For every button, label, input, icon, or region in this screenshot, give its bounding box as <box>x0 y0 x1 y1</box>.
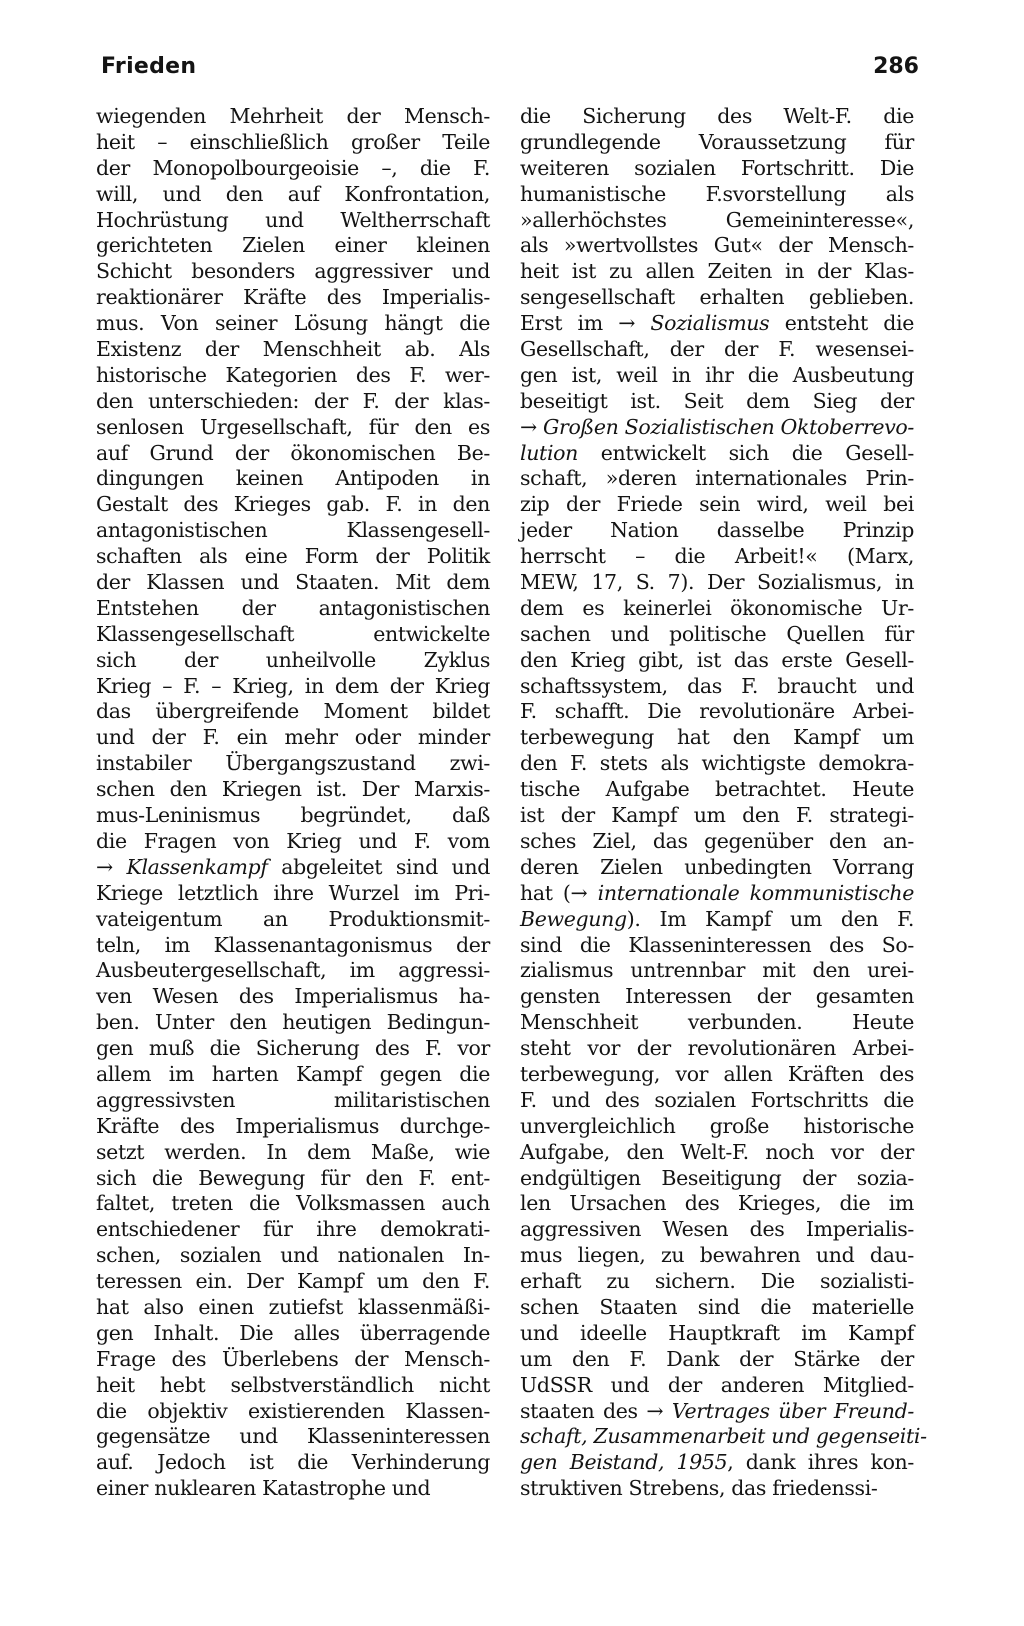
line-text: faltet, treten die Volksmassen auch <box>96 1191 490 1216</box>
text-line <box>520 933 914 959</box>
cross-reference-text: internationale kommunistische <box>597 880 914 905</box>
line-text: aggressiven Wesen des Imperialis- <box>520 1217 914 1242</box>
text-line <box>520 1088 914 1114</box>
text-line <box>520 389 914 415</box>
line-text: mus. Von seiner Lösung hängt die <box>96 311 490 336</box>
text-line <box>96 674 490 700</box>
line-text: schaftssystem, das F. braucht und <box>520 673 914 698</box>
text-line <box>96 1424 490 1450</box>
text-line <box>96 984 490 1010</box>
text-line <box>96 570 490 596</box>
line-text: F. schafft. Die revolutionäre Arbei- <box>520 699 914 724</box>
text-line <box>96 337 490 363</box>
line-text: deren Zielen unbedingten Vorrang <box>520 854 914 879</box>
line-text: heit – einschließlich großer Teile <box>96 129 490 154</box>
line-text: sengesellschaft erhalten geblieben. <box>520 285 914 310</box>
line-text: staaten des → <box>520 1398 672 1423</box>
text-line <box>96 1217 490 1243</box>
line-text: als »wertvollstes Gut« der Mensch- <box>520 233 914 258</box>
text-line <box>96 466 490 492</box>
line-text: mus-Leninismus begründet, daß <box>96 803 490 828</box>
line-text: instabiler Übergangszustand zwi- <box>96 751 490 776</box>
text-line <box>96 1062 490 1088</box>
text-line <box>520 777 914 803</box>
page-header <box>0 52 1024 92</box>
text-line <box>520 1399 914 1425</box>
text-line <box>520 544 914 570</box>
line-text: Hochrüstung und Weltherrschaft <box>96 207 490 232</box>
text-line <box>520 1036 914 1062</box>
text-line <box>520 1243 914 1269</box>
text-line <box>520 130 914 156</box>
text-line <box>96 1036 490 1062</box>
text-line <box>520 492 914 518</box>
text-line <box>520 337 914 363</box>
cross-reference-text: Großen Sozialistischen Oktoberrevo- <box>543 414 914 439</box>
line-text: Klassengesellschaft entwickelte <box>96 621 490 646</box>
line-text: Gesellschaft, der der F. wesensei- <box>520 337 914 362</box>
text-line <box>520 958 914 984</box>
text-line <box>96 1321 490 1347</box>
text-line <box>520 363 914 389</box>
line-text: und der F. ein mehr oder minder <box>96 725 490 750</box>
line-text: struktiven Strebens, das friedenssi- <box>520 1476 878 1501</box>
line-text: schen, sozialen und nationalen In- <box>96 1243 490 1268</box>
text-line <box>520 1114 914 1140</box>
line-text: F. und des sozialen Fortschritts die <box>520 1087 914 1112</box>
text-line <box>96 1399 490 1425</box>
text-line <box>96 208 490 234</box>
line-text: senlosen Urgesellschaft, für den es <box>96 414 490 439</box>
line-text: → <box>96 854 127 879</box>
text-line <box>520 1191 914 1217</box>
cross-reference-text: gen Beistand, 1955 <box>520 1450 728 1475</box>
line-text: Existenz der Menschheit ab. Als <box>96 337 490 362</box>
text-line <box>96 699 490 725</box>
line-text: zip der Friede sein wird, weil bei <box>520 492 914 517</box>
text-line <box>520 156 914 182</box>
text-line <box>520 855 914 881</box>
text-line <box>96 958 490 984</box>
line-text: auf Grund der ökonomischen Be- <box>96 440 490 465</box>
line-text: humanistische F.svorstellung als <box>520 181 914 206</box>
line-text: Krieg – F. – Krieg, in dem der Krieg <box>96 673 490 698</box>
line-text: Kräfte des Imperialismus durchge- <box>96 1113 490 1138</box>
page-number: 286 <box>873 54 919 79</box>
text-line <box>96 441 490 467</box>
line-text: der Klassen und Staaten. Mit dem <box>96 570 490 595</box>
line-text: gegensätze und Klasseninteressen <box>96 1424 490 1449</box>
line-text: schen Staaten sind die materielle <box>520 1294 914 1319</box>
line-text: teressen ein. Der Kampf um den F. <box>96 1269 490 1294</box>
text-line <box>520 829 914 855</box>
line-text: den unterschieden: der F. der klas- <box>96 388 490 413</box>
line-text: herrscht – die Arbeit!« (Marx, <box>520 544 914 569</box>
cross-reference-text: lution <box>520 440 578 465</box>
line-text: zialismus untrennbar mit den urei- <box>520 958 914 983</box>
line-text: jeder Nation dasselbe Prinzip <box>520 518 914 543</box>
line-text: Aufgabe, den Welt-F. noch vor der <box>520 1139 914 1164</box>
text-line <box>96 1140 490 1166</box>
cross-reference-text: Klassenkampf <box>126 854 268 879</box>
line-text: historische Kategorien des F. wer- <box>96 362 490 387</box>
line-text: schaft, »deren internationales Prin- <box>520 466 914 491</box>
text-line <box>96 1295 490 1321</box>
text-line <box>520 285 914 311</box>
text-line <box>520 259 914 285</box>
line-text: die objektiv existierenden Klassen- <box>96 1398 490 1423</box>
line-text: das übergreifende Moment bildet <box>96 699 490 724</box>
left-text-column <box>96 104 490 1502</box>
line-text: sind die Klasseninteressen des So- <box>520 932 914 957</box>
text-line <box>96 182 490 208</box>
line-text: will, und den auf Konfrontation, <box>96 181 490 206</box>
text-line <box>96 725 490 751</box>
text-line <box>520 1140 914 1166</box>
text-line <box>520 751 914 777</box>
text-line <box>96 622 490 648</box>
text-line <box>96 311 490 337</box>
cross-reference-text: Bewegung <box>520 906 627 931</box>
line-text: den Krieg gibt, ist das erste Gesell- <box>520 647 914 672</box>
cross-reference-text: Sozialismus <box>650 311 770 336</box>
line-text: gensten Interessen der gesamten <box>520 984 914 1009</box>
text-line <box>96 1476 490 1502</box>
text-line <box>520 881 914 907</box>
line-text: → <box>520 414 544 439</box>
text-line <box>96 933 490 959</box>
text-line <box>520 1062 914 1088</box>
text-line <box>520 1166 914 1192</box>
text-line <box>520 1373 914 1399</box>
line-text: UdSSR und der anderen Mitglied- <box>520 1372 914 1397</box>
text-line <box>96 1269 490 1295</box>
text-line <box>96 1088 490 1114</box>
text-line <box>96 1191 490 1217</box>
line-text: mus liegen, zu bewahren und dau- <box>520 1243 914 1268</box>
text-line <box>96 1347 490 1373</box>
line-text: aggressivsten militaristischen <box>96 1087 490 1112</box>
text-line <box>520 1476 914 1502</box>
text-line <box>96 363 490 389</box>
text-line <box>520 570 914 596</box>
line-text: gen Inhalt. Die alles überragende <box>96 1320 490 1345</box>
text-line <box>96 881 490 907</box>
line-text: um den F. Dank der Stärke der <box>520 1346 914 1371</box>
line-text: »allerhöchstes Gemeininteresse«, <box>520 207 914 232</box>
text-line <box>96 104 490 130</box>
text-line <box>96 855 490 881</box>
line-text: entwickelt sich die Gesell- <box>578 440 914 465</box>
right-text-column <box>520 104 927 1502</box>
line-text: , dank ihres kon- <box>727 1450 914 1475</box>
line-text: ). Im Kampf um den F. <box>626 906 914 931</box>
text-line <box>520 1269 914 1295</box>
line-text: antagonistischen Klassengesell- <box>96 518 490 543</box>
line-text: schen den Kriegen ist. Der Marxis- <box>96 777 490 802</box>
text-line <box>520 441 914 467</box>
line-text: erhaft zu sichern. Die sozialisti- <box>520 1269 914 1294</box>
text-line <box>96 596 490 622</box>
text-line <box>520 1295 914 1321</box>
line-text: ben. Unter den heutigen Bedingun- <box>96 1010 490 1035</box>
text-line <box>96 544 490 570</box>
line-text: Menschheit verbunden. Heute <box>520 1010 914 1035</box>
text-line <box>520 984 914 1010</box>
text-line <box>520 1321 914 1347</box>
text-line <box>96 1010 490 1036</box>
line-text: gen muß die Sicherung des F. vor <box>96 1036 490 1061</box>
line-text: die Sicherung des Welt-F. die <box>520 104 914 128</box>
line-text: hat (→ <box>520 880 598 905</box>
running-head-word: Frieden <box>101 54 197 79</box>
text-line <box>96 233 490 259</box>
text-line <box>96 130 490 156</box>
line-text: gerichteten Zielen einer kleinen <box>96 233 490 258</box>
text-line <box>520 182 914 208</box>
text-line <box>520 466 914 492</box>
text-line <box>96 648 490 674</box>
text-line <box>96 415 490 441</box>
line-text: endgültigen Beseitigung der sozia- <box>520 1165 914 1190</box>
line-text: heit hebt selbstverständlich nicht <box>96 1372 490 1397</box>
text-line <box>520 1347 914 1373</box>
text-line <box>520 596 914 622</box>
line-text: terbewegung hat den Kampf um <box>520 725 914 750</box>
text-line <box>520 674 914 700</box>
text-line <box>96 259 490 285</box>
line-text: den F. stets als wichtigste demokra- <box>520 751 914 776</box>
line-text: schaften als eine Form der Politik <box>96 544 490 569</box>
text-line <box>96 1114 490 1140</box>
cross-reference-text: schaft, Zusammenarbeit und gegenseiti- <box>520 1424 927 1449</box>
text-line <box>520 907 914 933</box>
line-text: Frage des Überlebens der Mensch- <box>96 1346 490 1371</box>
line-text: terbewegung, vor allen Kräften des <box>520 1061 914 1086</box>
text-line <box>96 156 490 182</box>
line-text: beseitigt ist. Seit dem Sieg der <box>520 388 914 413</box>
text-line <box>520 311 914 337</box>
line-text: sches Ziel, das gegenüber den an- <box>520 828 914 853</box>
text-line <box>520 208 914 234</box>
text-line <box>96 1450 490 1476</box>
text-line <box>520 622 914 648</box>
cross-reference-text: Vertrages über Freund- <box>671 1398 914 1423</box>
line-text: Erst im → <box>520 311 651 336</box>
line-text: die Fragen von Krieg und F. vom <box>96 828 490 853</box>
line-text: Kriege letztlich ihre Wurzel im Pri- <box>96 880 490 905</box>
line-text: teln, im Klassenantagonismus der <box>96 932 490 957</box>
line-text: ven Wesen des Imperialismus ha- <box>96 984 490 1009</box>
text-line <box>96 777 490 803</box>
text-line <box>520 803 914 829</box>
text-line <box>520 725 914 751</box>
line-text: wiegenden Mehrheit der Mensch- <box>96 104 490 128</box>
text-line <box>96 389 490 415</box>
line-text: abgeleitet sind und <box>267 854 490 879</box>
line-text: weiteren sozialen Fortschritt. Die <box>520 155 914 180</box>
text-line <box>520 1010 914 1036</box>
text-line <box>520 104 914 130</box>
line-text: tische Aufgabe betrachtet. Heute <box>520 777 914 802</box>
text-line <box>520 699 914 725</box>
line-text: setzt werden. In dem Maße, wie <box>96 1139 490 1164</box>
text-line <box>96 829 490 855</box>
text-line <box>96 803 490 829</box>
line-text: sachen und politische Quellen für <box>520 621 914 646</box>
line-text: ist der Kampf um den F. strategi- <box>520 803 914 828</box>
text-line <box>96 751 490 777</box>
line-text: entsteht die <box>769 311 914 336</box>
text-line <box>96 907 490 933</box>
line-text: steht vor der revolutionären Arbei- <box>520 1036 914 1061</box>
line-text: sich der unheilvolle Zyklus <box>96 647 490 672</box>
line-text: allem im harten Kampf gegen die <box>96 1061 490 1086</box>
text-line <box>96 518 490 544</box>
line-text: MEW, 17, S. 7). Der Sozialismus, in <box>520 570 914 595</box>
text-line <box>96 285 490 311</box>
line-text: Gestalt des Krieges gab. F. in den <box>96 492 490 517</box>
text-line <box>520 1217 914 1243</box>
text-line <box>520 1450 914 1476</box>
text-line <box>520 415 914 441</box>
text-line <box>520 648 914 674</box>
line-text: vateigentum an Produktionsmit- <box>96 906 490 931</box>
line-text: sich die Bewegung für den F. ent- <box>96 1165 490 1190</box>
line-text: gen ist, weil in ihr die Ausbeutung <box>520 362 914 387</box>
line-text: len Ursachen des Krieges, die im <box>520 1191 914 1216</box>
line-text: einer nuklearen Katastrophe und <box>96 1476 431 1501</box>
text-line <box>96 492 490 518</box>
line-text: heit ist zu allen Zeiten in der Klas- <box>520 259 914 284</box>
text-line <box>96 1243 490 1269</box>
line-text: Schicht besonders aggressiver und <box>96 259 490 284</box>
line-text: dem es keinerlei ökonomische Ur- <box>520 595 914 620</box>
line-text: unvergleichlich große historische <box>520 1113 914 1138</box>
text-line <box>96 1166 490 1192</box>
line-text: hat also einen zutiefst klassenmäßi- <box>96 1294 490 1319</box>
text-line <box>520 518 914 544</box>
text-line <box>520 233 914 259</box>
line-text: Ausbeutergesellschaft, im aggressi- <box>96 958 490 983</box>
line-text: Entstehen der antagonistischen <box>96 595 490 620</box>
line-text: reaktionärer Kräfte des Imperialis- <box>96 285 490 310</box>
line-text: und ideelle Hauptkraft im Kampf <box>520 1320 914 1345</box>
line-text: auf. Jedoch ist die Verhinderung <box>96 1450 490 1475</box>
line-text: grundlegende Voraussetzung für <box>520 129 914 154</box>
line-text: der Monopolbourgeoisie –, die F. <box>96 155 490 180</box>
line-text: dingungen keinen Antipoden in <box>96 466 490 491</box>
text-line <box>96 1373 490 1399</box>
text-line <box>520 1424 927 1450</box>
line-text: entschiedener für ihre demokrati- <box>96 1217 490 1242</box>
